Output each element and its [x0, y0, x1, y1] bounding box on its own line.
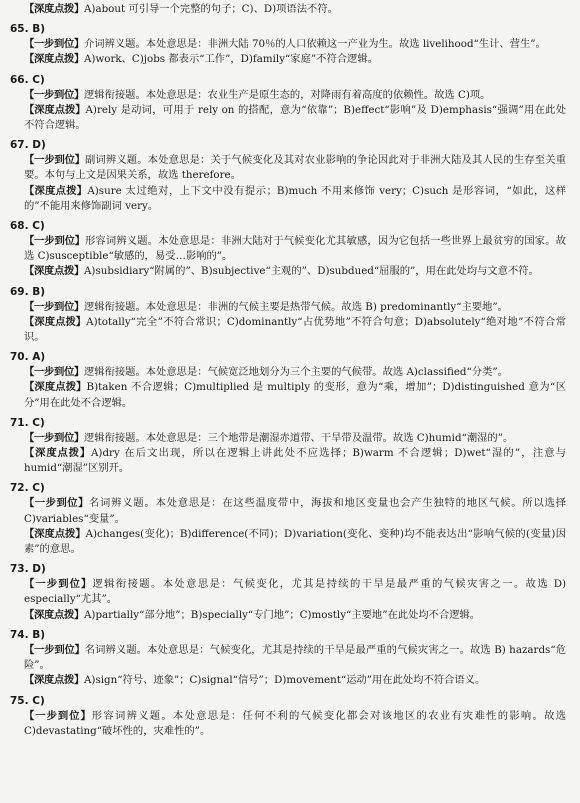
explanation-paragraph	[10, 446, 566, 476]
point-tag: 【深度点拨】	[24, 608, 84, 621]
point-text: A)sign“符号、迹象”；C)signal“信号”；D)movement“运动”用在此处均不符合语义。	[83, 674, 486, 687]
question-number: 68. C)	[10, 220, 45, 233]
question-number: 69. B)	[10, 285, 46, 298]
answer-item	[10, 73, 566, 134]
point-tag: 【一步到位】	[24, 366, 84, 379]
question-number: 67. D)	[10, 139, 46, 152]
point-tag: 【深度点拨】	[24, 447, 91, 460]
question-number: 75. C)	[10, 694, 45, 707]
point-tag: 【深度点拨】	[24, 527, 86, 540]
point-tag: 【深度点拨】	[24, 674, 84, 687]
answer-item	[10, 2, 566, 17]
explanation-paragraph	[10, 577, 566, 607]
answer-item	[10, 416, 566, 477]
point-tag: 【一步到位】	[24, 88, 84, 101]
explanation-paragraph	[10, 52, 566, 67]
point-text: A)sure 太过绝对，上下文中没有提示；B)much 不用来修饰 very；C)such 是形容词，“如此，这样的”不能用来修饰副词 very。	[24, 184, 567, 212]
answer-item	[10, 562, 566, 623]
question-number: 66. C)	[10, 73, 45, 86]
point-tag: 【一步到位】	[24, 154, 85, 167]
point-tag: 【深度点拨】	[24, 381, 87, 394]
point-text: A)dry 在后文出现，所以在逻辑上讲此处不应选择；B)warm 不合逻辑；D)wet“湿的”，注意与 humid“潮湿”区别开。	[24, 447, 566, 475]
point-text: A)work、C)jobs 都表示“工作”，D)family“家庭”不符合逻辑。	[83, 53, 378, 66]
explanation-paragraph	[10, 2, 566, 17]
explanation-paragraph	[10, 673, 566, 688]
point-text: A)rely 是动词，可用于 rely on 的搭配，意为“依靠”；B)effect“影响”及 D)emphasis“强调”用在此处不符合逻辑。	[24, 103, 566, 132]
point-text: 逻辑衔接题。本处意思是：三个地带是潮湿赤道带、干旱带及温带。故选 C)humid“潮湿的”。	[83, 431, 514, 444]
answer-item	[10, 219, 566, 280]
explanation-paragraph	[10, 527, 566, 557]
explanation-paragraph	[10, 608, 566, 623]
answer-item	[10, 22, 566, 67]
question-number: 73. D)	[10, 563, 46, 576]
explanation-paragraph	[10, 184, 566, 214]
explanation-paragraph	[10, 103, 566, 133]
point-tag: 【深度点拨】	[24, 3, 84, 15]
point-text: A)changes(变化)；B)difference(不同)；D)variation(变化、变种)均不能表达出“影响气候的(变量)因素”的意思。	[24, 527, 566, 556]
answer-item	[10, 628, 566, 689]
explanation-paragraph	[10, 315, 566, 345]
answer-item	[10, 694, 566, 739]
explanation-paragraph	[10, 496, 566, 526]
answer-item	[10, 481, 566, 557]
answer-item	[10, 350, 566, 411]
point-text: A)partially“部分地”；B)specially“专门地”；C)mostly“主要地”在此处均不合逻辑。	[83, 608, 481, 621]
explanation-paragraph	[10, 431, 566, 446]
explanation-paragraph	[10, 264, 566, 279]
question-number: 72. C)	[10, 482, 45, 495]
point-tag: 【深度点拨】	[24, 184, 88, 197]
point-text: 副词辨义题。本处意思是：关于气候变化及其对农业影响的争论因此对于非洲大陆及其人民的生存至关重要。本句与上文是因果关系，故选 therefore。	[24, 154, 566, 182]
explanation-paragraph	[10, 300, 566, 315]
explanation-paragraph	[10, 37, 566, 52]
question-number: 70. A)	[10, 351, 46, 364]
point-tag: 【深度点拨】	[24, 265, 84, 278]
point-tag: 【深度点拨】	[24, 53, 84, 66]
point-text: 逻辑衔接题。本处意思是：气候变化，尤其是持续的干旱是最严重的气候灾害之一。故选 D) especially“尤其”。	[24, 578, 567, 606]
explanation-paragraph	[10, 365, 566, 380]
explanation-paragraph	[10, 709, 566, 739]
point-text: 形容词辨义题。本处意思是：非洲大陆对于气候变化尤其敏感，因为它包括一些世界上最贫穷的国家。故选 C)susceptible“敏感的，易受…影响的”。	[24, 235, 566, 263]
explanation-paragraph	[10, 234, 566, 264]
point-text: A)about 可引导一个完整的句子；C)、D)项语法不符。	[83, 3, 338, 15]
point-text: 逻辑衔接题。本处意思是：农业生产是原生态的，对降雨有着高度的依赖性。故选 C)项。	[83, 88, 491, 101]
point-text: 形容词辨义题。本处意思是：任何不利的气候变化都会对该地区的农业有灾难性的影响。故选 C)devastating“破坏性的，灾难性的”。	[24, 709, 567, 737]
point-tag: 【一步到位】	[24, 578, 93, 591]
explanation-paragraph	[10, 88, 566, 103]
point-text: 名词辨义题。本处意思是：气候变化，尤其是持续的干旱是最严重的气候灾害之一。故选 B) hazards“危险”。	[24, 643, 566, 672]
point-tag: 【一步到位】	[24, 38, 84, 51]
point-text: 逻辑衔接题。本处意思是：非洲的气候主要是热带气候。故选 B) predominantly“主要地”。	[83, 300, 508, 313]
point-text: A)totally“完全”不符合常识；C)dominantly“占优势地”不符合句意；D)absolutely“绝对地”不符合常识。	[24, 315, 566, 344]
explanation-paragraph	[10, 380, 566, 410]
point-tag: 【一步到位】	[24, 431, 84, 444]
explanation-paragraph	[10, 153, 566, 183]
explanation-paragraph	[10, 643, 566, 673]
question-number: 74. B)	[10, 628, 46, 641]
point-tag: 【一步到位】	[24, 497, 89, 510]
point-text: 介词辨义题。本处意思是：非洲大陆 70％的人口依赖这一产业为生。故选 livelihood“生计、营生”。	[83, 38, 546, 51]
point-text: 逻辑衔接题。本处意思是：气候宽泛地划分为三个主要的气候带。故选 A)classified“分类”。	[83, 366, 508, 379]
point-tag: 【一步到位】	[24, 300, 84, 313]
answer-item	[10, 138, 566, 214]
point-tag: 【一步到位】	[24, 709, 92, 722]
answer-item	[10, 285, 566, 346]
point-text: A)subsidiary“附属的”、B)subjective“主观的”、D)subdued“屈服的”，用在此处均与文意不符。	[83, 265, 539, 278]
question-number: 71. C)	[10, 416, 45, 429]
point-tag: 【深度点拨】	[24, 103, 86, 116]
point-tag: 【深度点拨】	[24, 315, 87, 328]
point-tag: 【一步到位】	[24, 235, 85, 248]
point-tag: 【一步到位】	[24, 643, 85, 656]
question-number: 65. B)	[10, 23, 46, 36]
point-text: B)taken 不合逻辑；C)multiplied 是 multiply 的变形，意为“乘，增加”；D)distinguished 意为“区分”用在此处不合逻辑。	[24, 381, 567, 409]
point-text: 名词辨义题。本处意思是：在这些温度带中，海拔和地区变量也会产生独特的地区气候。所以选择 C)variables“变量”。	[24, 497, 566, 525]
